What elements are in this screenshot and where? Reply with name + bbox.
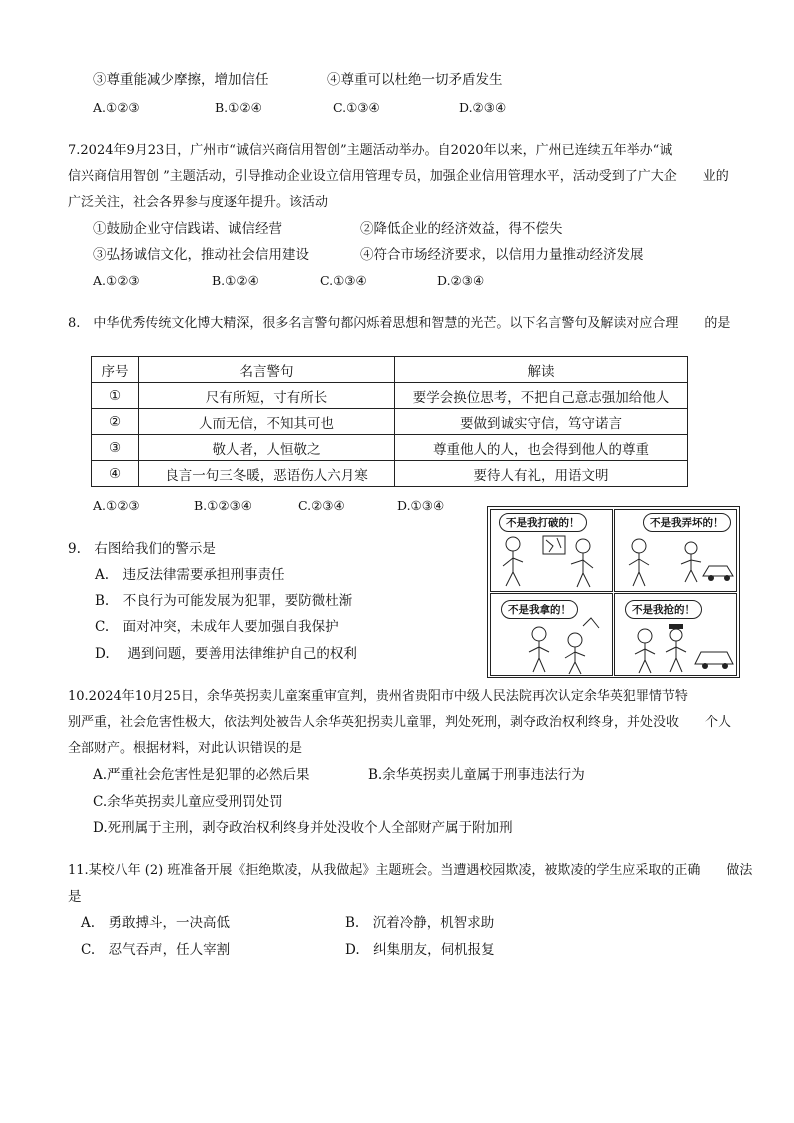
q11-option-a: A. 勇敢搏斗，一决高低 — [81, 915, 231, 931]
row-number: ② — [92, 409, 139, 435]
q8-choice-c: C.②③④ — [298, 498, 345, 513]
q10-stem-line1: 10.2024年10月25日，余华英拐卖儿童案重审宣判，贵州省贵阳市中级人民法院再次认定余华英犯罪情节特 — [68, 689, 688, 704]
q11-option-c: C. 忍气吞声，任人宰割 — [81, 942, 231, 958]
q6-choice-d: D.②③④ — [459, 100, 507, 115]
q8-stem: 8. 中华优秀传统文化博大精深，很多名言警句都闪烁着思想和智慧的光芒。以下名言警句及解读对应合理 的是 — [68, 316, 731, 331]
q10-option-c: C.余华英拐卖儿童应受刑罚处罚 — [93, 794, 283, 810]
header-interpretation: 解读 — [395, 357, 688, 383]
row-number: ④ — [92, 461, 139, 487]
speech-bubble: 不是我抢的！ — [625, 600, 702, 619]
theft-scene-icon — [491, 594, 612, 675]
speech-bubble: 不是我拿的！ — [501, 600, 578, 619]
table-row — [92, 435, 688, 461]
row-interpretation: 要待人有礼，用语文明 — [395, 461, 688, 487]
header-proverb: 名言警句 — [139, 357, 395, 383]
q7-choice-d: D.②③④ — [437, 273, 485, 288]
header-number: 序号 — [92, 357, 139, 383]
q9-option-d: D. 遇到问题，要善用法律维护自己的权利 — [95, 646, 357, 662]
q7-option-1: ①鼓励企业守信践诺、诚信经营 — [93, 221, 282, 237]
q10-option-b: B.余华英拐卖儿童属于刑事违法行为 — [368, 767, 585, 783]
q7-choice-a: A.①②③ — [93, 273, 140, 288]
q6-choice-a: A.①②③ — [93, 100, 140, 115]
row-interpretation: 尊重他人的人，也会得到他人的尊重 — [395, 435, 688, 461]
table-header-row — [92, 357, 688, 383]
q11-stem-line1: 11.某校八年 (2) 班准备开展《拒绝欺凌，从我做起》主题班会。当遭遇校园欺凌，被欺凌的学生应采取的正确 做法 — [68, 863, 753, 878]
q7-stem-line1: 7.2024年9月23日，广州市“诚信兴商信用智创”主题活动举办。自2020年以来，广州已连续五年举办“诚 — [68, 143, 673, 158]
q7-stem-line2: 信兴商信用智创 ”主题活动，引导推动企业设立信用管理专员，加强企业信用管理水平，活动受到了广大企 业的 — [68, 169, 729, 184]
table-row — [92, 383, 688, 409]
row-interpretation: 要学会换位思考，不把自己意志强加给他人 — [395, 383, 688, 409]
speech-bubble: 不是我弄坏的！ — [643, 513, 731, 532]
robbery-arrest-scene-icon — [615, 594, 736, 675]
q9-stem: 9. 右图给我们的警示是 — [68, 541, 216, 557]
q6-option-4: ④尊重可以杜绝一切矛盾发生 — [327, 72, 503, 88]
q9-option-c: C. 面对冲突，未成年人要加强自我保护 — [95, 619, 339, 635]
q10-option-a: A.严重社会危害性是犯罪的必然后果 — [93, 767, 310, 783]
q7-stem-line3: 广泛关注，社会各界参与度逐年提升。该活动 — [68, 195, 329, 210]
warning-cartoon — [487, 506, 740, 678]
q7-choice-c: C.①③④ — [320, 273, 367, 288]
q6-choice-b: B.①②④ — [215, 100, 262, 115]
q8-choice-b: B.①②③④ — [194, 498, 252, 513]
cartoon-panel-1 — [490, 509, 613, 592]
table-row — [92, 409, 688, 435]
q7-option-3: ③弘扬诚信文化，推动社会信用建设 — [93, 247, 309, 263]
q9-option-b: B. 不良行为可能发展为犯罪，要防微杜渐 — [95, 593, 353, 609]
cartoon-panel-2 — [614, 509, 737, 592]
q9-option-a: A. 违反法律需要承担刑事责任 — [95, 567, 285, 583]
row-proverb: 敬人者，人恒敬之 — [139, 435, 395, 461]
cartoon-panel-3 — [490, 593, 613, 676]
q6-choice-c: C.①③④ — [333, 100, 380, 115]
q8-choice-d: D.①③④ — [397, 498, 445, 513]
q7-option-4: ④符合市场经济要求，以信用力量推动经济发展 — [360, 247, 644, 263]
proverb-table — [91, 356, 688, 487]
damaged-car-scene-icon — [615, 510, 736, 591]
row-number: ③ — [92, 435, 139, 461]
q6-option-3: ③尊重能减少摩擦，增加信任 — [93, 72, 269, 88]
cartoon-panel-4 — [614, 593, 737, 676]
q11-stem-line2: 是 — [68, 889, 82, 905]
q7-choice-b: B.①②④ — [212, 273, 259, 288]
row-proverb: 人而无信，不知其可也 — [139, 409, 395, 435]
q10-option-d: D.死刑属于主刑，剥夺政治权利终身并处没收个人全部财产属于附加刑 — [93, 820, 513, 836]
q8-choice-a: A.①②③ — [93, 498, 140, 513]
broken-window-scene-icon — [491, 510, 612, 591]
table-row — [92, 461, 688, 487]
q7-option-2: ②降低企业的经济效益，得不偿失 — [360, 221, 563, 237]
row-proverb: 尺有所短，寸有所长 — [139, 383, 395, 409]
q10-stem-line3: 全部财产。根据材料，对此认识错误的是 — [68, 741, 303, 756]
q11-option-b: B. 沉着冷静，机智求助 — [345, 915, 495, 931]
q11-option-d: D. 纠集朋友，伺机报复 — [345, 942, 495, 958]
q10-stem-line2: 别严重，社会危害性极大，依法判处被告人余华英犯拐卖儿童罪，判处死刑，剥夺政治权利终身，并处没收 个人 — [68, 715, 732, 730]
row-number: ① — [92, 383, 139, 409]
row-proverb: 良言一句三冬暖，恶语伤人六月寒 — [139, 461, 395, 487]
speech-bubble: 不是我打破的！ — [499, 513, 587, 532]
row-interpretation: 要做到诚实守信，笃守诺言 — [395, 409, 688, 435]
